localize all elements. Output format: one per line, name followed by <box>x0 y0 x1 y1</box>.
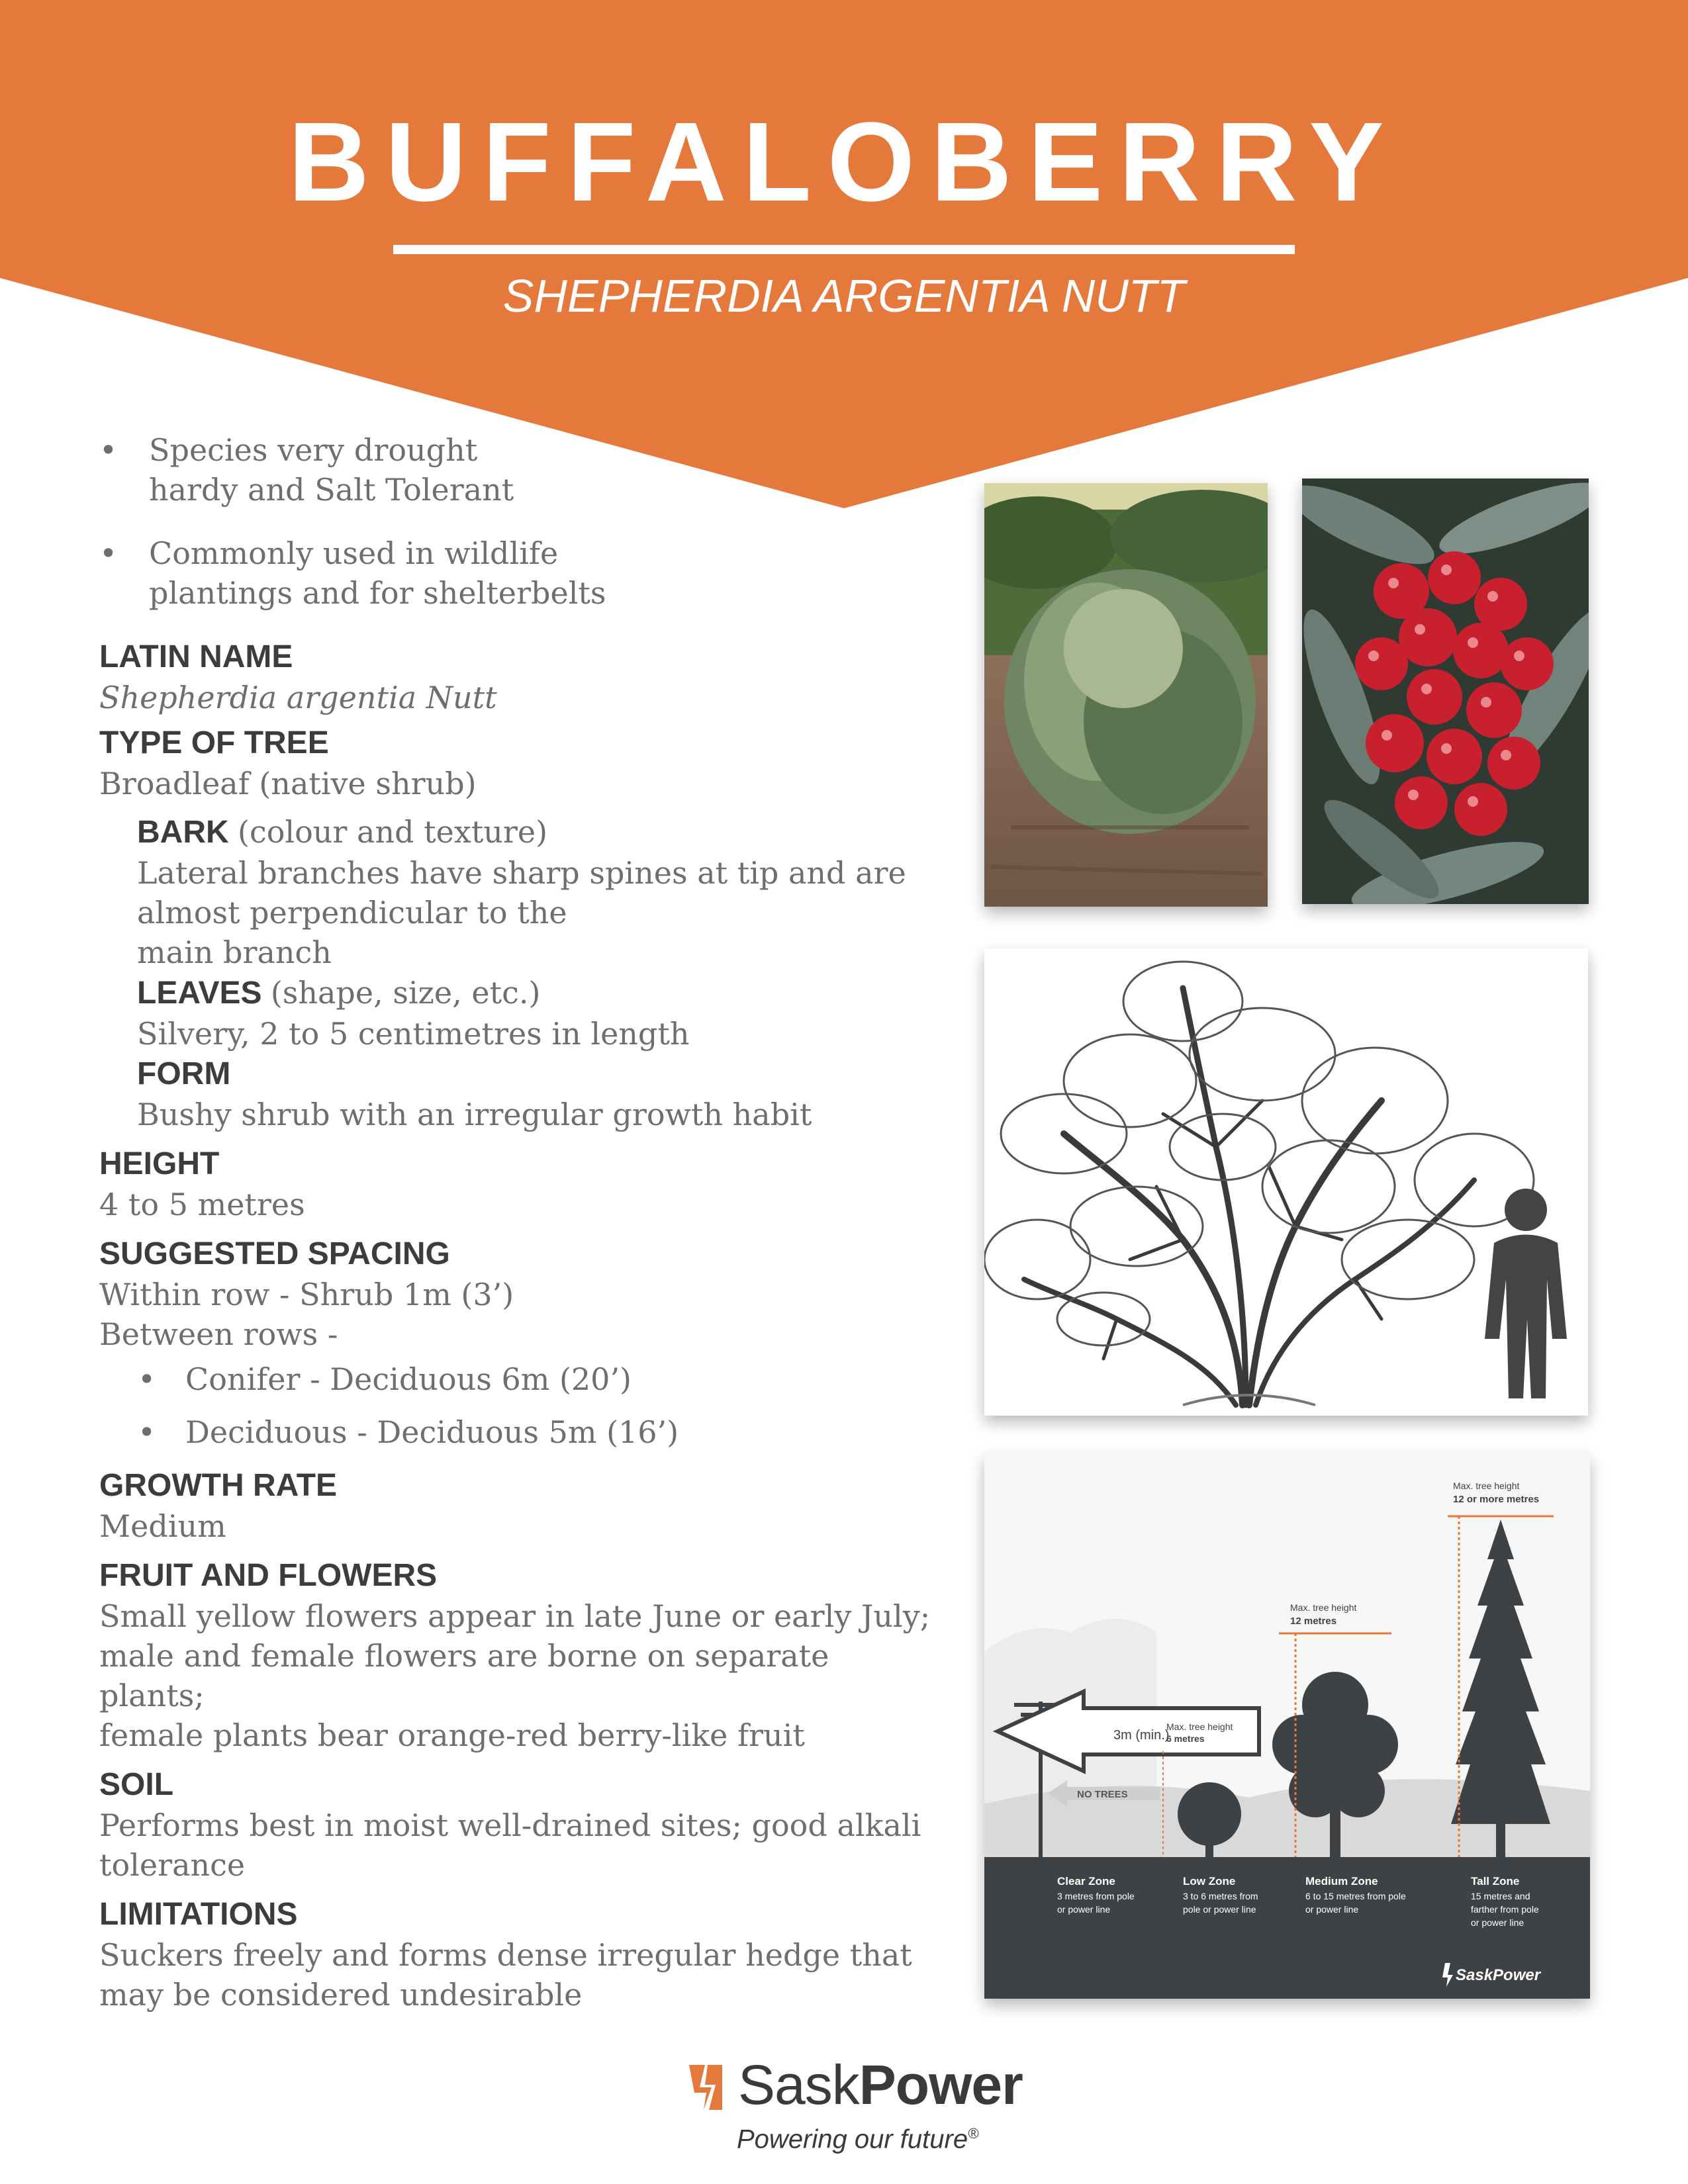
key-fact-line: Species very drought <box>149 432 478 468</box>
leaves-note: (shape, size, etc.) <box>270 975 541 1011</box>
tall-max-value: 12 or more metres <box>1453 1494 1540 1505</box>
zone-description: 3 metres from pole <box>1057 1891 1135 1901</box>
soil-heading: SOIL <box>99 1767 174 1802</box>
bullet-icon: • <box>138 1361 156 1397</box>
leaves-heading <box>137 972 940 1014</box>
bark-line: main branch <box>137 934 332 970</box>
low-max-value: 6 metres <box>1166 1733 1205 1744</box>
medium-max-label: Max. tree height <box>1290 1602 1357 1613</box>
form-heading: FORM <box>137 1056 231 1091</box>
height-value: 4 to 5 metres <box>99 1187 305 1222</box>
zone-description: pole or power line <box>1183 1904 1256 1915</box>
key-fact <box>99 430 940 510</box>
zone-description: or power line <box>1057 1904 1111 1915</box>
bullet-icon: • <box>99 432 118 468</box>
key-fact-line: plantings and for shelterbelts <box>149 575 606 611</box>
shrub-photo <box>984 483 1268 907</box>
key-facts <box>99 430 940 613</box>
bark-heading <box>137 811 940 853</box>
tall-max-label: Max. tree height <box>1453 1480 1520 1491</box>
bullet-icon: • <box>138 1414 156 1450</box>
berry-photo <box>1302 478 1589 904</box>
bark-note: (colour and texture) <box>238 814 548 850</box>
zone-name: Clear Zone <box>1057 1875 1115 1888</box>
brand-name-bold: Power <box>859 2054 1023 2116</box>
bark-label: BARK <box>137 815 229 850</box>
bark-line: almost perpendicular to the <box>137 895 567 931</box>
brand-name <box>738 2052 1023 2118</box>
no-trees-label: NO TREES <box>1077 1789 1128 1800</box>
bark-line: Lateral branches have sharp spines at tip and are <box>137 855 906 891</box>
growth-heading: GROWTH RATE <box>99 1468 338 1503</box>
soil-line: Performs best in moist well-drained sites; good alkali <box>99 1807 921 1843</box>
key-fact-line: Commonly used in wildlife <box>149 535 559 571</box>
medium-max-value: 12 metres <box>1290 1615 1337 1627</box>
zone-description: 6 to 15 metres from pole <box>1305 1891 1406 1901</box>
tree-characteristics <box>99 811 940 1134</box>
tree-type-value: Broadleaf (native shrub) <box>99 766 477 801</box>
latin-name-value: Shepherdia argentia Nutt <box>99 680 497 715</box>
limitations-line: Suckers freely and forms dense irregular hedge that <box>99 1937 912 1973</box>
zone-description: 3 to 6 metres from <box>1183 1891 1258 1901</box>
brand-tagline <box>737 2118 978 2155</box>
growth-value: Medium <box>99 1508 226 1544</box>
key-fact-line: hardy and Salt Tolerant <box>149 472 514 508</box>
bullet-icon: • <box>99 535 118 571</box>
spacing-item-text: Deciduous - Deciduous 5m (16’) <box>185 1414 679 1450</box>
spacing-item-text: Conifer - Deciduous 6m (20’) <box>185 1361 632 1397</box>
leaves-value: Silvery, 2 to 5 centimetres in length <box>137 1016 690 1052</box>
spacing-list <box>99 1359 940 1452</box>
spacing-heading: SUGGESTED SPACING <box>99 1236 450 1271</box>
clearance-label: 3m (min.) <box>1113 1728 1170 1743</box>
chart-logo <box>1442 1963 1542 1987</box>
latin-name-heading: LATIN NAME <box>99 639 293 674</box>
spacing-item <box>99 1359 940 1399</box>
tagline-text: Powering our future <box>737 2124 968 2154</box>
tree-scale-illustration <box>984 948 1588 1416</box>
spacing-item <box>99 1412 940 1452</box>
brand-name-light: Sask <box>738 2054 859 2116</box>
leaves-label: LEAVES <box>137 976 262 1011</box>
fruit-heading: FRUIT AND FLOWERS <box>99 1558 438 1593</box>
zone-description: or power line <box>1305 1904 1359 1915</box>
saskpower-logo <box>685 2052 1029 2158</box>
tree-type-heading: TYPE OF TREE <box>99 725 329 760</box>
limitations-line: may be considered undesirable <box>99 1977 583 2013</box>
zone-description: farther from pole <box>1471 1904 1539 1915</box>
fruit-line: male and female flowers are borne on separate plants; <box>99 1638 829 1713</box>
registered-mark: ® <box>968 2125 979 2142</box>
zone-name: Low Zone <box>1183 1875 1236 1888</box>
low-max-label: Max. tree height <box>1166 1721 1233 1732</box>
soil-line: tolerance <box>99 1847 246 1883</box>
zone-description: or power line <box>1471 1917 1524 1928</box>
zone-name: Medium Zone <box>1305 1875 1378 1888</box>
limitations-heading: LIMITATIONS <box>99 1897 298 1932</box>
saskpower-bolt-icon <box>685 2061 726 2114</box>
form-value: Bushy shrub with an irregular growth habit <box>137 1097 812 1132</box>
species-details <box>99 430 940 2017</box>
zone-description: 15 metres and <box>1471 1891 1530 1901</box>
fruit-line: female plants bear orange-red berry-like fruit <box>99 1717 805 1753</box>
height-heading: HEIGHT <box>99 1146 220 1181</box>
page-subtitle: SHEPHERDIA ARGENTIA NUTT <box>502 270 1186 322</box>
fruit-line: Small yellow flowers appear in late June or early July; <box>99 1598 931 1634</box>
page-title: BUFFALOBERRY <box>288 99 1400 225</box>
title-divider <box>393 245 1295 254</box>
chart-logo-text: SaskPower <box>1456 1966 1541 1984</box>
zone-name: Tall Zone <box>1471 1875 1520 1888</box>
spacing-between: Between rows - <box>99 1316 338 1352</box>
spacing-within: Within row - Shrub 1m (3’) <box>99 1277 514 1312</box>
key-fact <box>99 533 940 613</box>
power-line-zone-chart <box>984 1453 1590 1999</box>
